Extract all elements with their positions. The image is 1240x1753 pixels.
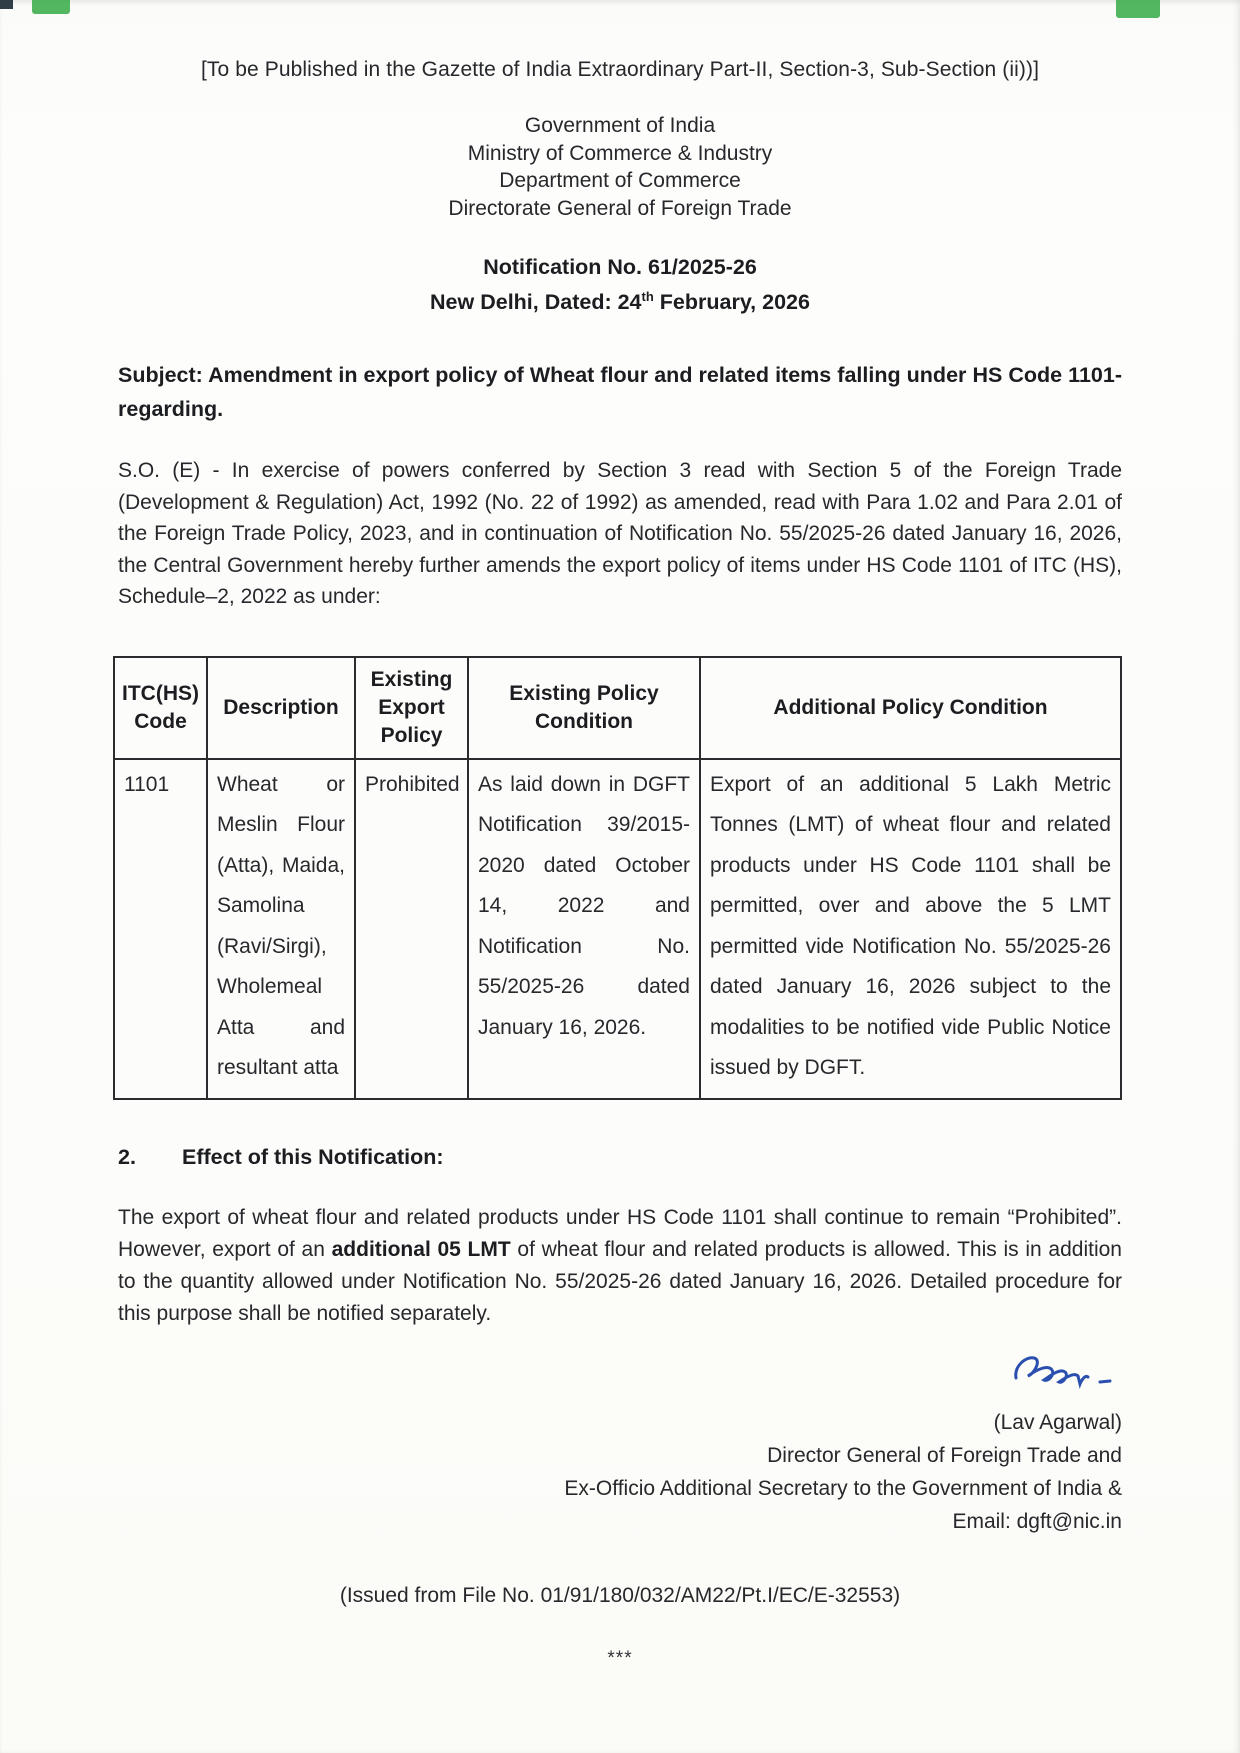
- gazette-publication-line: [To be Published in the Gazette of India Extraordinary Part-II, Section-3, Sub-Section (ii))]: [200, 58, 1040, 81]
- notification-number: Notification No. 61/2025-26: [483, 255, 757, 279]
- table-header-row: [114, 657, 1121, 759]
- effect-paragraph-start: The export of wheat flour and related products under HS Code 1101 shall continue to remain “Prohibited”. However, export of an: [118, 1205, 1122, 1261]
- issuing-organization-block: [118, 112, 1122, 222]
- cell-description: Wheat or Meslin Flour (Atta), Maida, Samolina (Ravi/Sirgi), Wholemeal Atta and resultant atta: [207, 759, 355, 1099]
- scan-mark-dark-corner: [0, 0, 13, 9]
- column-header-additional-policy-condition: Additional Policy Condition: [700, 657, 1121, 759]
- preamble-paragraph: S.O. (E) - In exercise of powers conferred by Section 3 read with Section 5 of the Foreign Trade (Development & Regulation) Act, 1992 (No. 22 of 1992) as amended, read with Para 1.02 and Para 2.01 of the Foreign Trade Policy, 2023, and in continuation of Notification No. 55/2025-26 dated January 16, 2026, the Central Government hereby further amends the export policy of items under HS Code 1101 of ITC (HS), Schedule–2, 2022 as under:: [118, 459, 1122, 609]
- cell-existing-policy-condition: As laid down in DGFT Notification 39/2015-2020 dated October 14, 2022 and Notification No. 55/2025-26 dated January 16, 2026.: [468, 759, 700, 1099]
- effect-paragraph-bold-quantity: additional 05 LMT: [331, 1237, 511, 1261]
- scan-mark-green-right: [1116, 0, 1160, 18]
- signature-block: [118, 1344, 1122, 1538]
- section-2-number: 2.: [118, 1144, 136, 1169]
- org-line-ministry: Ministry of Commerce & Industry: [467, 141, 773, 165]
- scan-mark-green-left: [32, 0, 70, 14]
- file-reference-line: (Issued from File No. 01/91/180/032/AM22/Pt.I/EC/E-32553): [339, 1583, 901, 1607]
- effect-paragraph: [118, 1202, 1122, 1330]
- signature-ink-icon: [1008, 1344, 1118, 1396]
- export-policy-table: [113, 656, 1122, 1100]
- column-header-existing-policy-condition: Existing Policy Condition: [468, 657, 700, 759]
- org-line-directorate: Directorate General of Foreign Trade: [448, 196, 792, 220]
- signatory-email: Email: dgft@nic.in: [952, 1509, 1122, 1533]
- signatory-title-line-2: Ex-Officio Additional Secretary to the Government of India &: [564, 1476, 1122, 1500]
- section-2-heading-row: [118, 1145, 1122, 1170]
- cell-existing-export-policy: Prohibited: [355, 759, 468, 1099]
- date-ordinal-superscript: th: [641, 289, 654, 304]
- cell-additional-policy-condition: Export of an additional 5 Lakh Metric Tonnes (LMT) of wheat flour and related products under HS Code 1101 shall be permitted, over and above the 5 LMT permitted vide Notification No. 55/2025-26 dated January 16, 2026 subject to the modalities to be notified vide Public Notice issued by DGFT.: [700, 759, 1121, 1099]
- org-line-department: Department of Commerce: [499, 169, 741, 192]
- cell-itc-hs-code: 1101: [114, 759, 207, 1099]
- subject-line: Subject: Amendment in export policy of Wheat flour and related items falling under HS Code 1101- regarding.: [118, 363, 1122, 422]
- date-prefix: New Delhi, Dated: 24: [430, 290, 642, 315]
- date-suffix: February, 2026: [653, 290, 810, 315]
- column-header-existing-export-policy: Existing Export Policy: [355, 657, 468, 759]
- section-2-heading: Effect of this Notification:: [182, 1144, 444, 1169]
- end-of-document-marks: ***: [607, 1647, 633, 1669]
- signatory-name: (Lav Agarwal): [993, 1410, 1122, 1434]
- signatory-title-line-1: Director General of Foreign Trade and: [767, 1443, 1122, 1467]
- org-line-government: Government of India: [524, 114, 716, 137]
- notification-date-line: [118, 289, 1122, 315]
- table-row-1101: [114, 759, 1121, 1099]
- column-header-description: Description: [207, 657, 355, 759]
- document-content: [118, 0, 1122, 1670]
- column-header-itc-hs-code: ITC(HS) Code: [114, 657, 207, 759]
- effect-paragraph-end: of wheat flour and related products is allowed. This is in addition to the quantity allowed under Notification No. 55/2025-26 dated January 16, 2026. Detailed procedure for this purpose shall be notified separately.: [118, 1237, 1122, 1325]
